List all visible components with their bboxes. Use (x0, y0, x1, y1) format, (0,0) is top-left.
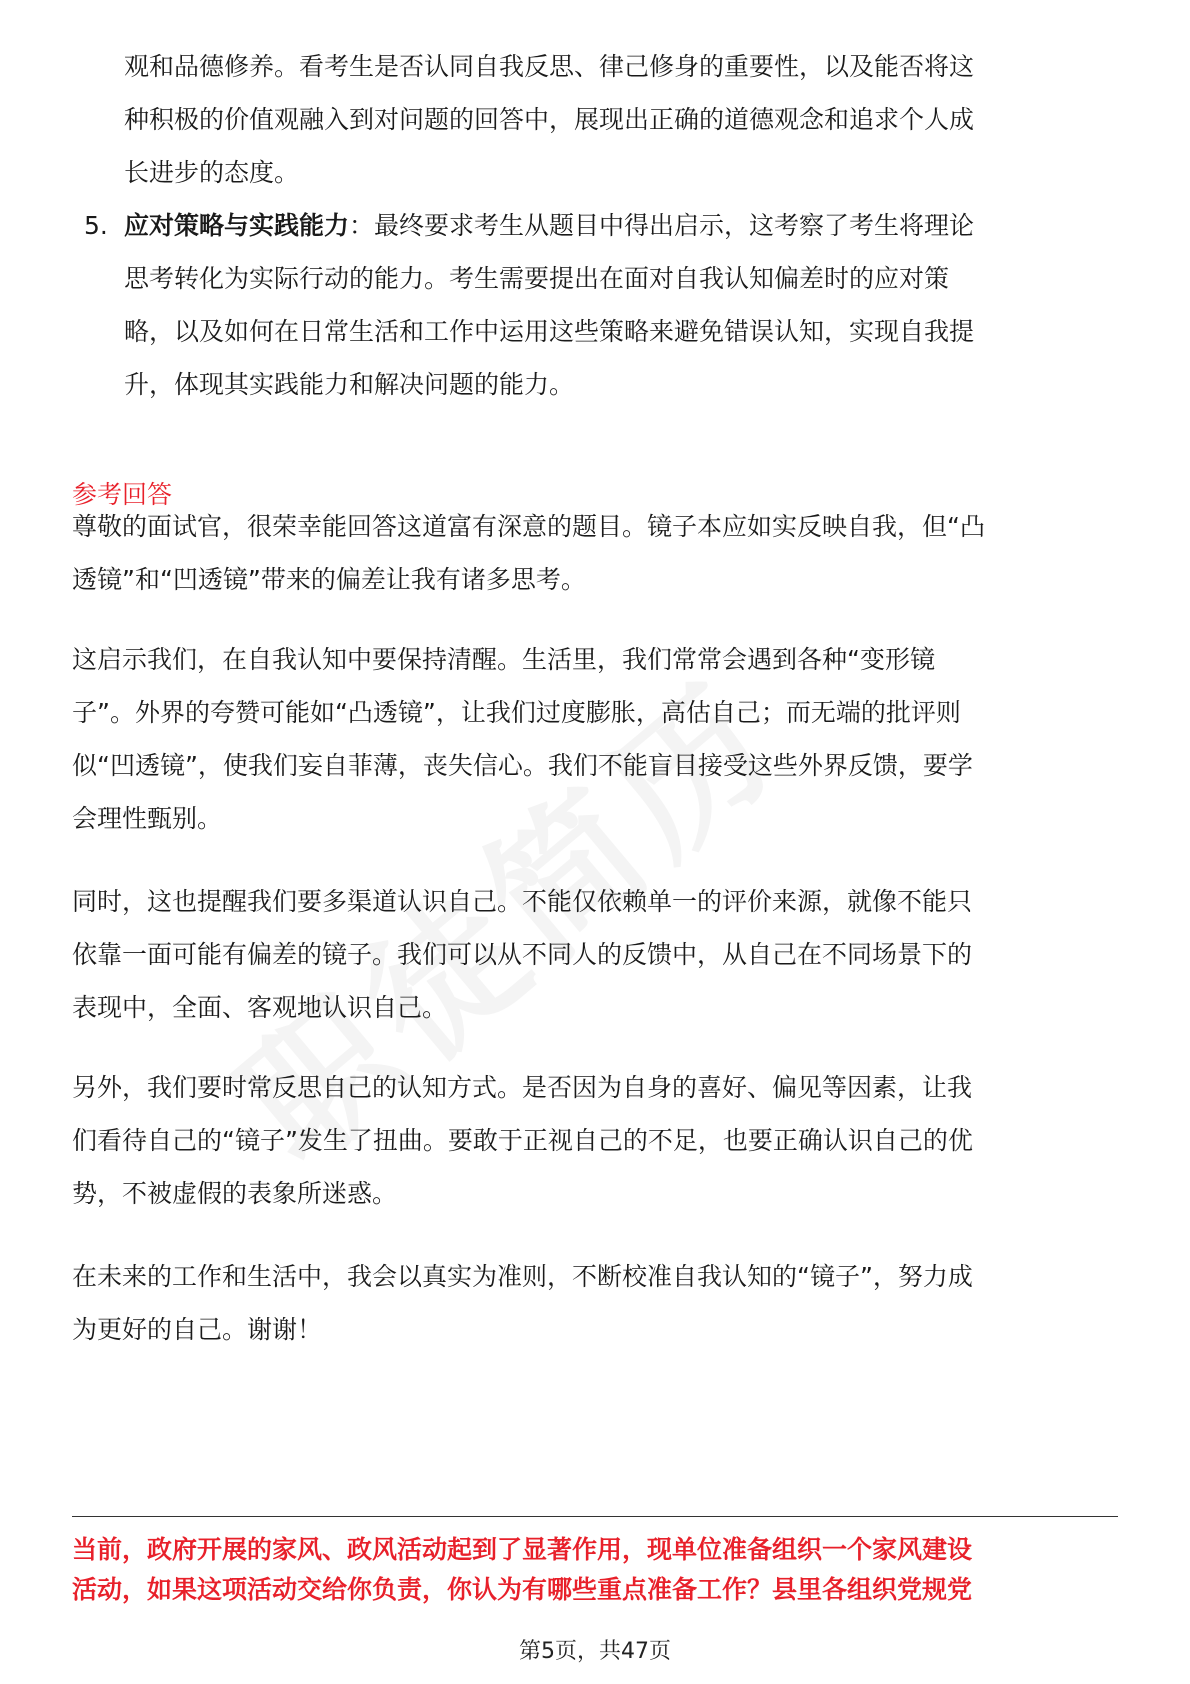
text-line: 当前，政府开展的家风、政风活动起到了显著作用，现单位准备组织一个家风建设 (72, 1535, 973, 1564)
text-line: 势，不被虚假的表象所迷惑。 (72, 1179, 398, 1208)
text-line: 同时，这也提醒我们要多渠道认识自己。不能仅依赖单一的评价来源，就像不能只 (72, 887, 973, 916)
text-line: 会理性甄别。 (72, 804, 223, 833)
answer-paragraph (72, 1250, 1118, 1356)
text-line: 种积极的价值观融入到对问题的回答中，展现出正确的道德观念和追求个人成 (124, 105, 975, 134)
list-item-number: 5. (84, 211, 108, 240)
text-line: 长进步的态度。 (124, 158, 300, 187)
text-line: 思考转化为实际行动的能力。考生需要提出在面对自我认知偏差时的应对策 (124, 264, 950, 293)
text-line: 这启示我们，在自我认知中要保持清醒。生活里，我们常常会遇到各种“变形镜 (72, 645, 935, 674)
text-line: 尊敬的面试官，很荣幸能回答这道富有深意的题目。镜子本应如实反映自我，但“凸 (72, 512, 985, 541)
answer-paragraph (72, 1061, 1118, 1220)
text-line (124, 199, 1118, 252)
answer-paragraph (72, 875, 1118, 1034)
text-line: 观和品德修养。看考生是否认同自我反思、律己修身的重要性，以及能否将这 (124, 52, 975, 81)
next-question (72, 1530, 1132, 1610)
text-line: 透镜”和“凹透镜”带来的偏差让我有诸多思考。 (72, 565, 586, 594)
text-line: 似“凹透镜”，使我们妄自菲薄，丧失信心。我们不能盲目接受这些外界反馈，要学 (72, 751, 973, 780)
section-title: 参考回答 (72, 480, 173, 509)
answer-paragraph (72, 500, 1118, 606)
text-line: 另外，我们要时常反思自己的认知方式。是否因为自身的喜好、偏见等因素，让我 (72, 1073, 973, 1102)
text-line: 在未来的工作和生活中，我会以真实为准则，不断校准自我认知的“镜子”，努力成 (72, 1262, 973, 1291)
page-number: 第5页，共47页 (519, 1639, 671, 1664)
text-line: 子”。外界的夸赞可能如“凸透镜”，让我们过度膨胀，高估自己；而无端的批评则 (72, 698, 961, 727)
text-line: 依靠一面可能有偏差的镜子。我们可以从不同人的反馈中，从自己在不同场景下的 (72, 940, 973, 969)
text-line: 升，体现其实践能力和解决问题的能力。 (124, 370, 575, 399)
list-item-5 (124, 199, 1118, 411)
text-line: 们看待自己的“镜子”发生了扭曲。要敢于正视自己的不足，也要正确认识自己的优 (72, 1126, 973, 1155)
intro-paragraph (124, 40, 1118, 199)
answer-paragraph (72, 633, 1118, 845)
list-item-title: 应对策略与实践能力 (124, 211, 350, 240)
text-line: 表现中，全面、客观地认识自己。 (72, 993, 448, 1022)
divider (72, 1516, 1118, 1517)
list-item-text: ：最终要求考生从题目中得出启示，这考察了考生将理论 (349, 211, 975, 240)
text-line: 活动，如果这项活动交给你负责，你认为有哪些重点准备工作？县里各组织党规党 (72, 1575, 973, 1604)
text-line: 略，以及如何在日常生活和工作中运用这些策略来避免错误认知，实现自我提 (124, 317, 975, 346)
text-line: 为更好的自己。谢谢！ (72, 1315, 323, 1344)
